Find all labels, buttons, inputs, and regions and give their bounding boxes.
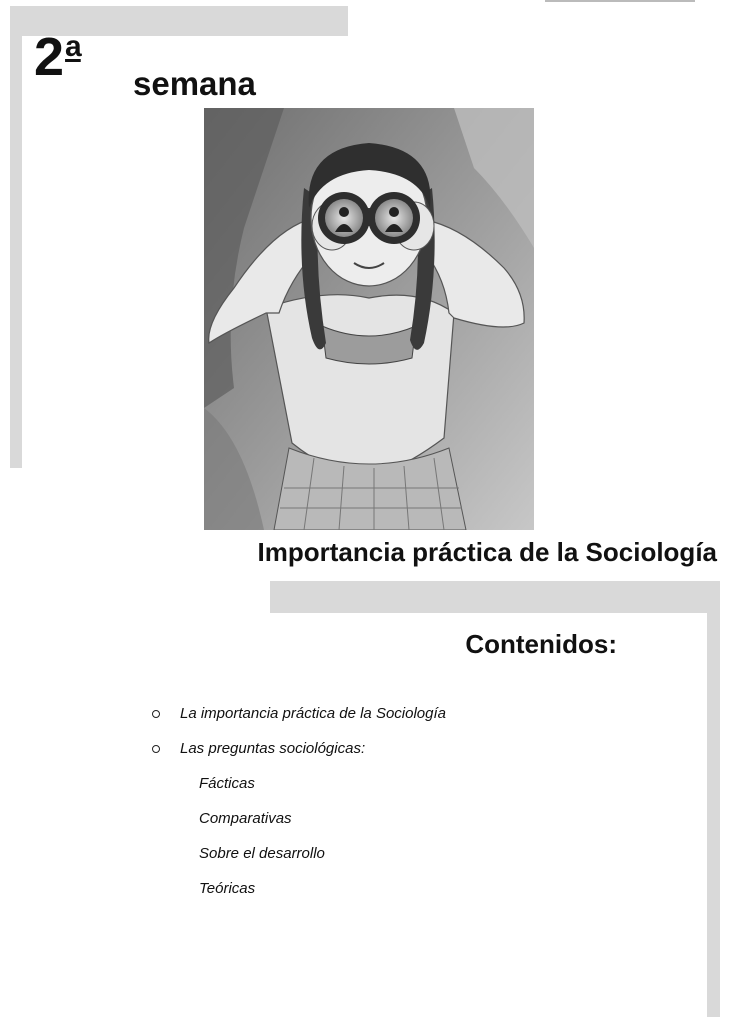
girl-with-binoculars-illustration [204, 108, 534, 530]
contents-subitem: Teóricas [199, 880, 256, 897]
bullet-icon [152, 745, 160, 753]
week-label: semana [133, 65, 256, 102]
contents-subitem: Comparativas [199, 810, 292, 827]
page-title: Importancia práctica de la Sociología [257, 537, 717, 567]
contents-subitem: Fácticas [199, 775, 255, 792]
left-margin-band [10, 6, 22, 468]
page-corner-rule [545, 0, 695, 2]
contents-subitem: Sobre el desarrollo [199, 845, 325, 862]
contents-band [270, 581, 720, 613]
contents-item: Las preguntas sociológicas: [180, 740, 366, 757]
bullet-icon [152, 710, 160, 718]
week-number [34, 27, 81, 87]
contents-heading: Contenidos: [465, 629, 617, 659]
right-margin-band [707, 581, 720, 1017]
week-number-ordinal: a [65, 30, 81, 63]
contents-item: La importancia práctica de la Sociología [180, 705, 446, 722]
week-number-digit: 2 [34, 27, 64, 87]
